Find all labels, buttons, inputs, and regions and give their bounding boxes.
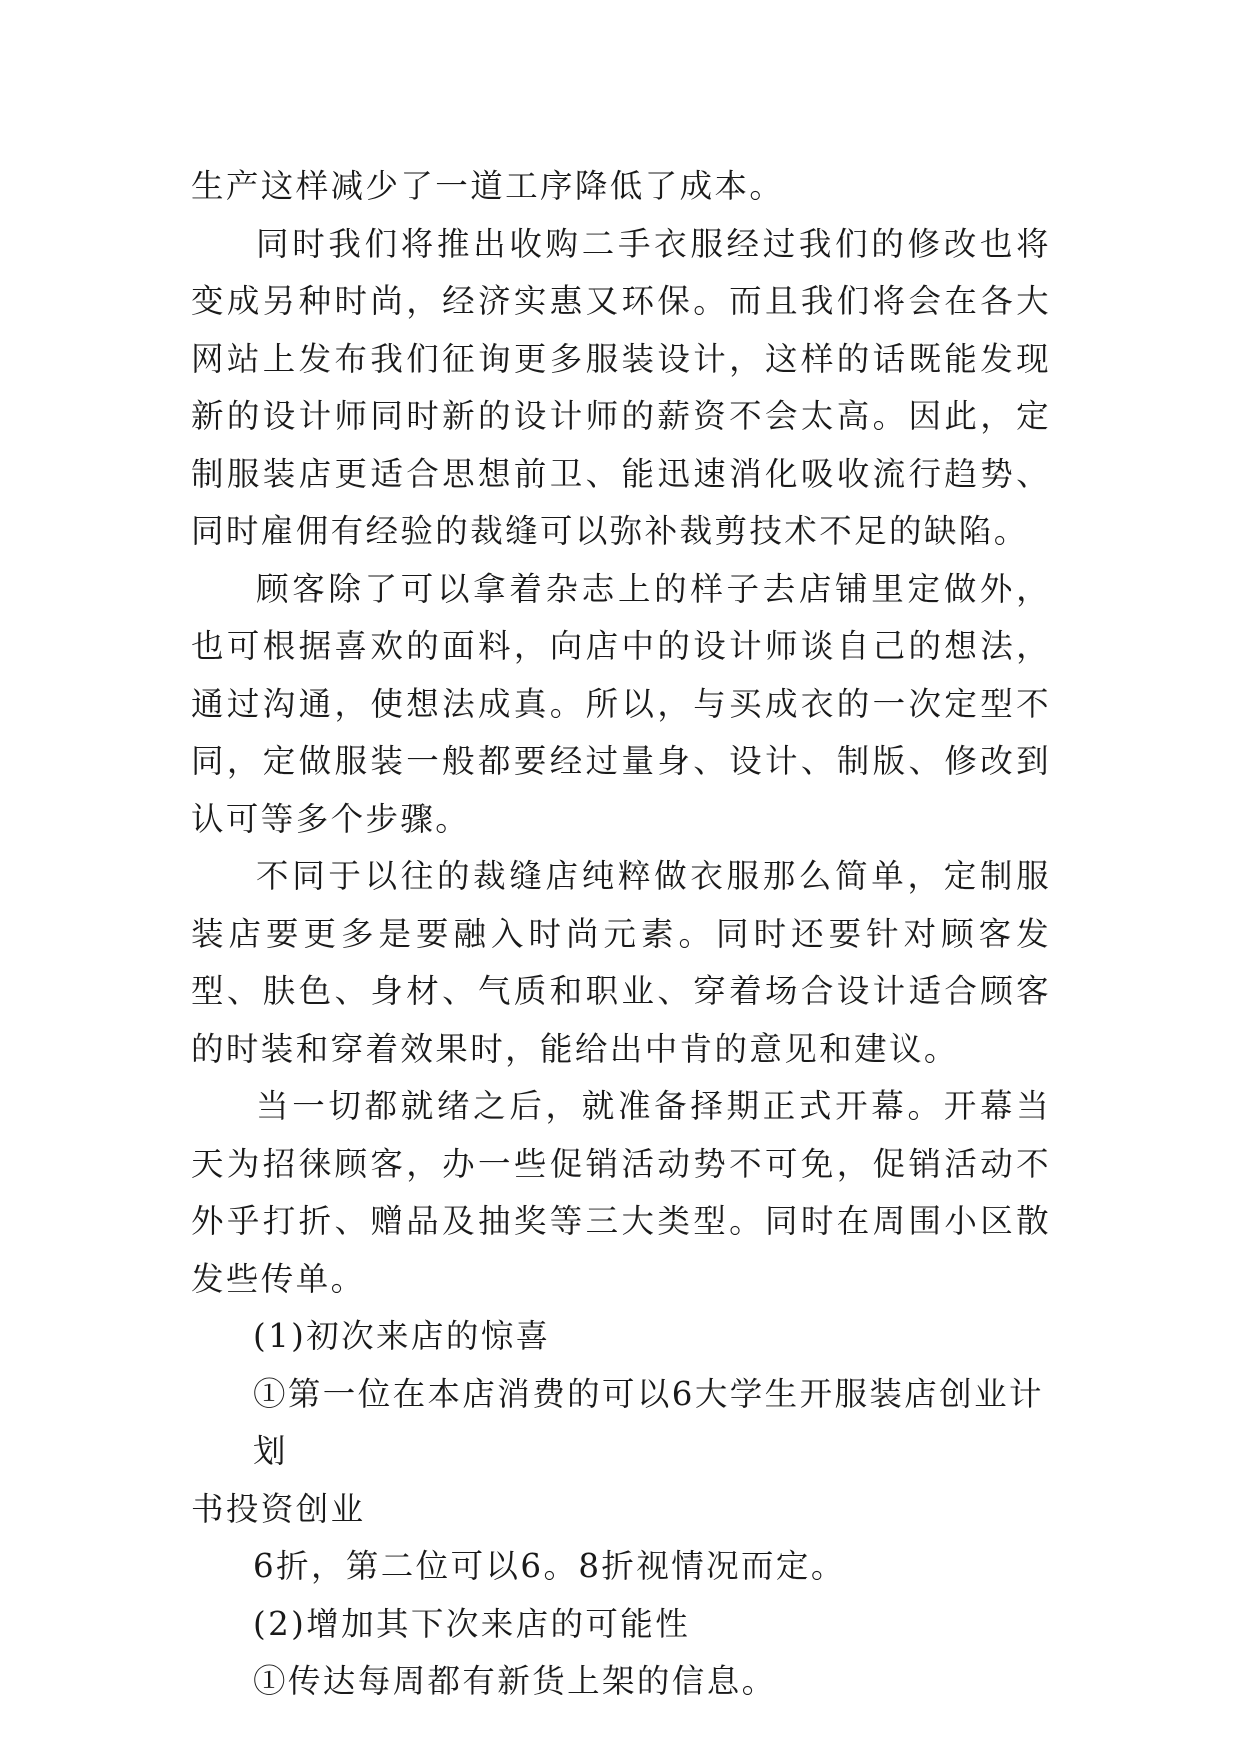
list-heading-first-visit: (1)初次来店的惊喜: [253, 1317, 551, 1355]
list-item-discount: 6折，第二位可以6。8折视情况而定。: [253, 1547, 846, 1585]
paragraph-grand-opening: 当一切都就绪之后，就准备择期正式开幕。开幕当天为招徕顾客，办一些促销活动势不可免，促销活动不外乎打折、赠品及抽奖等三大类型。同时在周围小区散发些传单。: [191, 1087, 1051, 1298]
list-heading-return-visit: (2)增加其下次来店的可能性: [253, 1604, 691, 1643]
paragraph-continuation: 生产这样减少了一道工序降低了成本。: [191, 167, 785, 205]
list-item-first-customer-continued: 书投资创业: [191, 1489, 366, 1528]
list-item-first-customer: ①第一位在本店消费的可以6大学生开服装店创业计划: [253, 1374, 1044, 1470]
paragraph-secondhand-clothing: 同时我们将推出收购二手衣服经过我们的修改也将变成另种时尚，经济实惠又环保。而且我们将会在各大网站上发布我们征询更多服装设计，这样的话既能发现新的设计师同时新的设计师的薪资不会太高。因此，定制服装店更适合思想前卫、能迅速消化吸收流行趋势、同时雇佣有经验的裁缝可以弥补裁剪技术不足的缺陷。: [191, 224, 1051, 550]
paragraph-custom-tailoring: 顾客除了可以拿着杂志上的样子去店铺里定做外，也可根据喜欢的面料，向店中的设计师谈自己的想法，通过沟通，使想法成真。所以，与买成衣的一次定型不同，定做服装一般都要经过量身、设计、制版、修改到认可等多个步骤。: [191, 569, 1051, 838]
list-item-new-arrivals: ①传达每周都有新货上架的信息。: [253, 1662, 777, 1700]
document-body: [191, 158, 1051, 1711]
paragraph-fashion-elements: 不同于以往的裁缝店纯粹做衣服那么简单，定制服装店要更多是要融入时尚元素。同时还要针对顾客发型、肤色、身材、气质和职业、穿着场合设计适合顾客的时装和穿着效果时，能给出中肯的意见和建议。: [191, 857, 1051, 1068]
